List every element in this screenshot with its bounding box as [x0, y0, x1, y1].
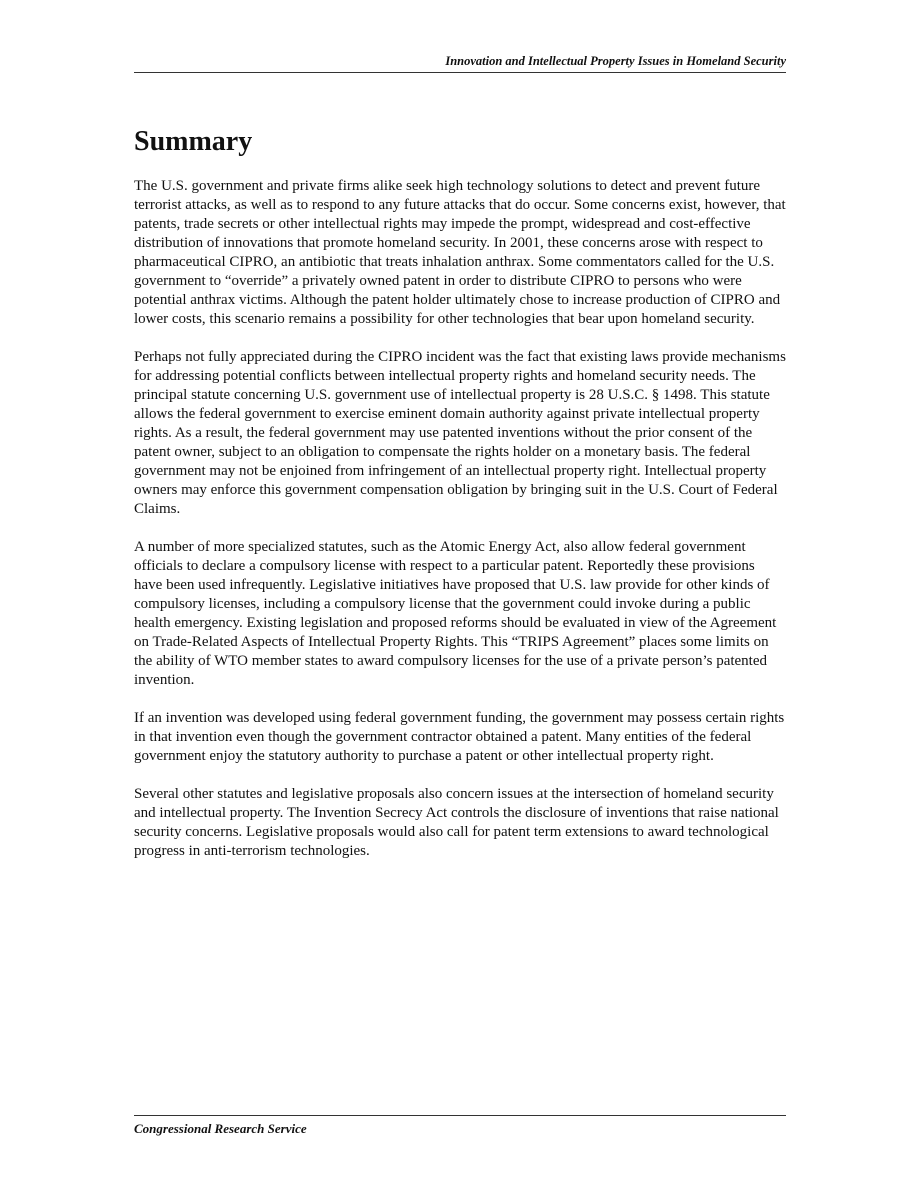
page-footer	[134, 1115, 786, 1137]
summary-paragraph-4: If an invention was developed using federal government funding, the government may possess certain rights in that invention even though the government contractor obtained a patent. Many entities of the federal government enjoy the statutory authority to purchase a patent or other intellectual property right.	[134, 710, 785, 764]
summary-body	[134, 177, 786, 880]
section-heading: Summary	[134, 126, 253, 157]
summary-paragraph-1: The U.S. government and private firms alike seek high technology solutions to detect and prevent future terrorist attacks, as well as to respond to any future attacks that do occur. Some concerns exist, however, that patents, trade secrets or other intellectual rights may impede the prompt, widespread and cost-effective distribution of innovations that promote homeland security. In 2001, these concerns arose with respect to pharmaceutical CIPRO, an antibiotic that treats inhalation anthrax. Some commentators called for the U.S. government to “override” a privately owned patent in order to distribute CIPRO to persons who were potential anthrax victims. Although the patent holder ultimately chose to increase production of CIPRO and lower costs, this scenario remains a possibility for other technologies that bear upon homeland security.	[134, 178, 786, 327]
footer-organization: Congressional Research Service	[134, 1121, 307, 1136]
running-header	[134, 54, 786, 73]
running-header-title: Innovation and Intellectual Property Issues in Homeland Security	[445, 54, 786, 68]
summary-paragraph-3: A number of more specialized statutes, such as the Atomic Energy Act, also allow federal government officials to declare a compulsory license with respect to a particular patent. Reportedly these provisions have been used infrequently. Legislative initiatives have proposed that U.S. law provide for other kinds of compulsory licenses, including a compulsory license that the government could invoke during a public health emergency. Existing legislation and proposed reforms should be evaluated in view of the Agreement on Trade-Related Aspects of Intellectual Property Rights. This “TRIPS Agreement” places some limits on the ability of WTO member states to award compulsory licenses for the use of a private person’s patented invention.	[134, 539, 777, 688]
summary-paragraph-5: Several other statutes and legislative proposals also concern issues at the intersection of homeland security and intellectual property. The Invention Secrecy Act controls the disclosure of inventions that raise national security concerns. Legislative proposals would also call for patent term extensions to award technological progress in anti-terrorism technologies.	[134, 786, 779, 859]
summary-paragraph-2: Perhaps not fully appreciated during the CIPRO incident was the fact that existing laws provide mechanisms for addressing potential conflicts between intellectual property rights and homeland security needs. The principal statute concerning U.S. government use of intellectual property is 28 U.S.C. § 1498. This statute allows the federal government to exercise eminent domain authority against private intellectual property rights. As a result, the federal government may use patented inventions without the prior consent of the patent owner, subject to an obligation to compensate the rights holder on a monetary basis. The federal government may not be enjoined from infringement of an intellectual property right. Intellectual property owners may enforce this government compensation obligation by bringing suit in the U.S. Court of Federal Claims.	[134, 349, 786, 517]
